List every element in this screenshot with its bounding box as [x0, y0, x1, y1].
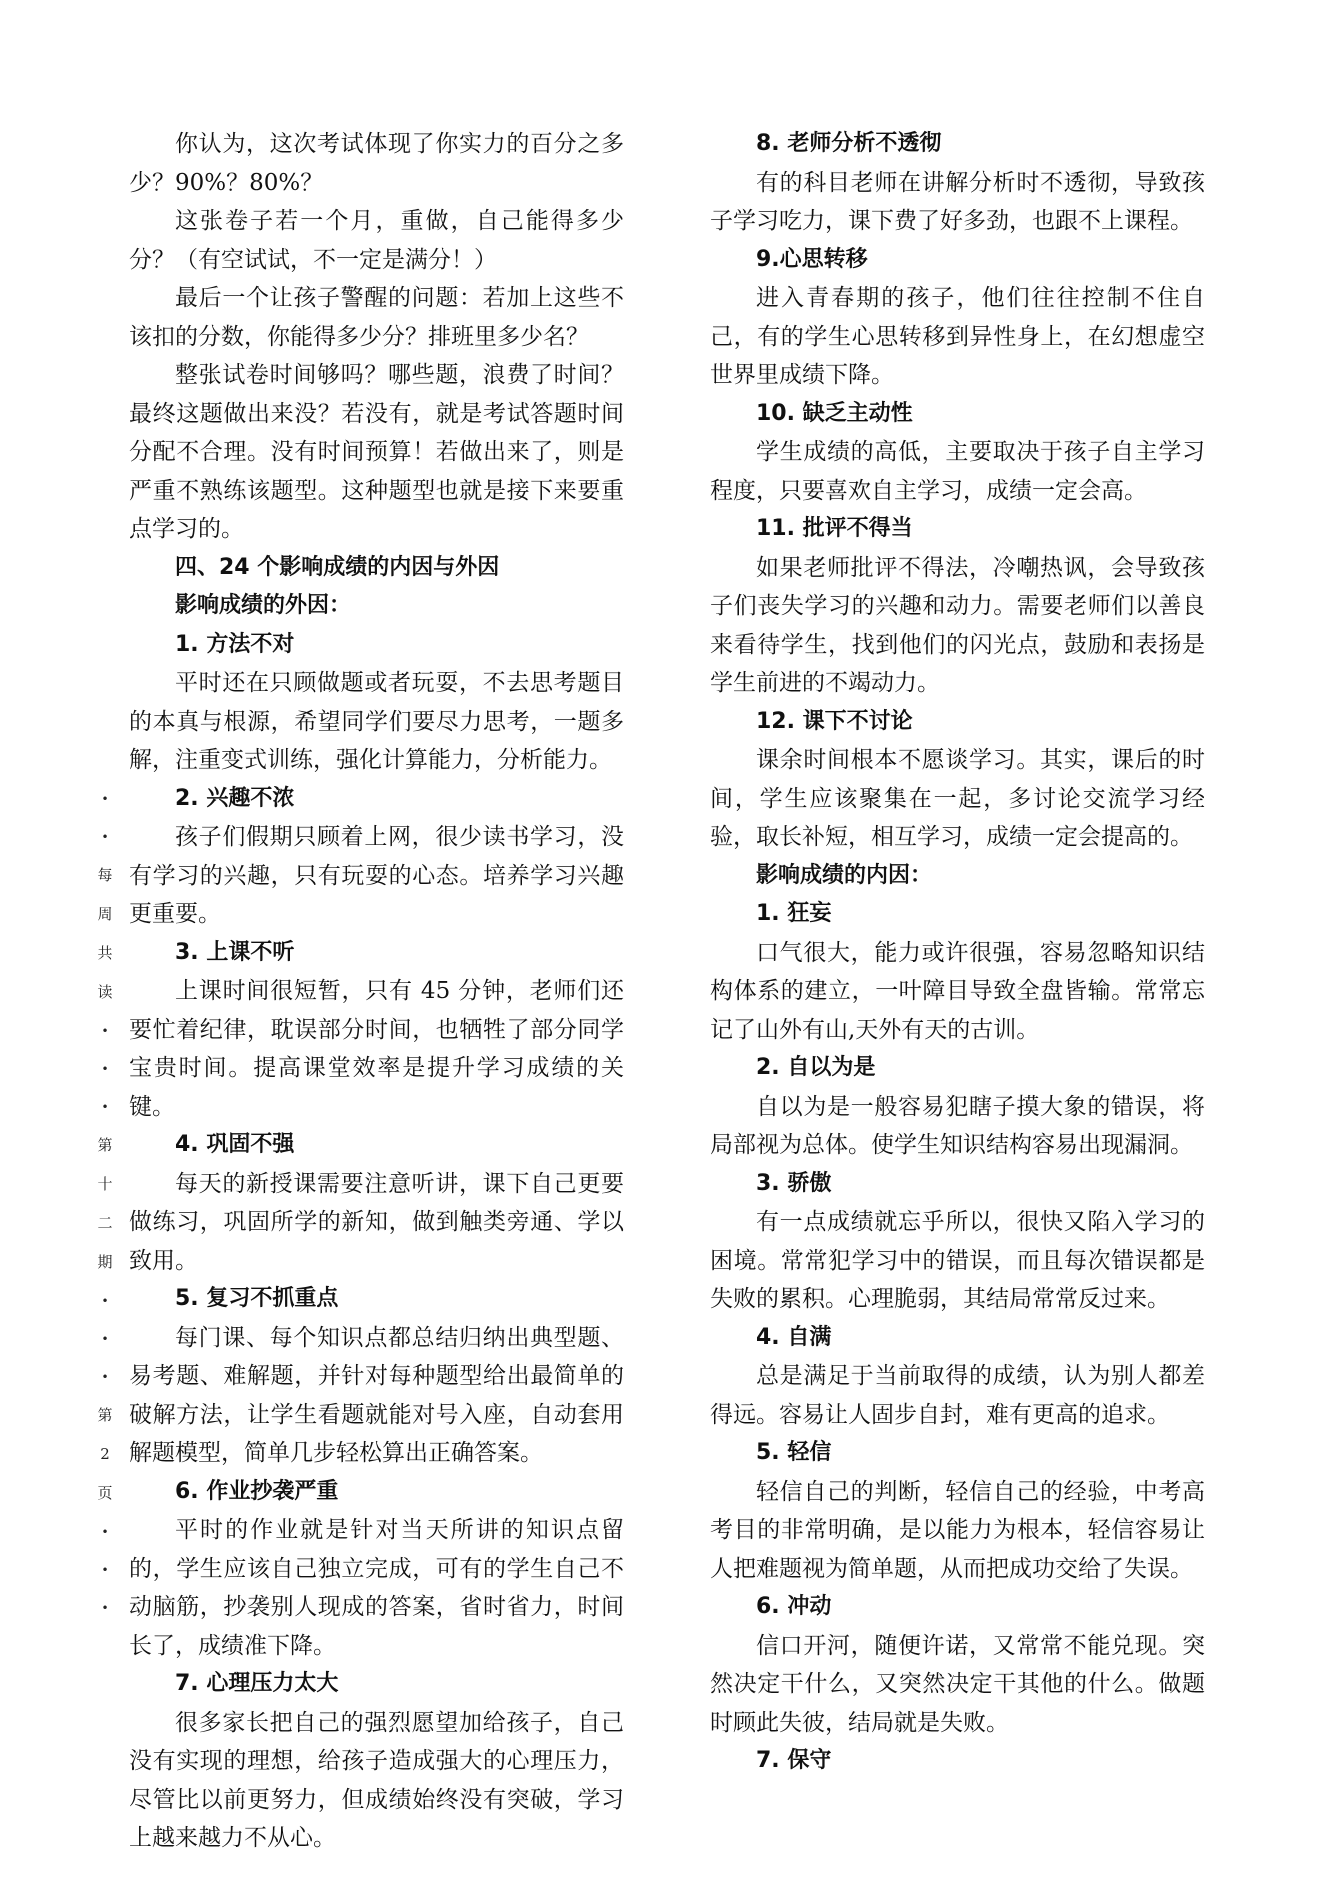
body-paragraph: 口气很大，能力或许很强，容易忽略知识结构体系的建立，一叶障目导致全盘皆输。常常忘记了山外有山,天外有天的古训。: [710, 939, 1205, 1043]
margin-dot: •: [101, 792, 109, 806]
body-paragraph: 信口开河，随便许诺，又常常不能兑现。突然决定干什么，又突然决定干其他的什么。做题时顾此失彼，结局就是失败。: [710, 1632, 1205, 1736]
section-heading: 5. 复习不抓重点: [175, 1286, 339, 1311]
section-heading: 11. 批评不得当: [756, 516, 913, 541]
body-paragraph: 平时的作业就是针对当天所讲的知识点留的，学生应该自己独立完成，可有的学生自己不动脑筋，抄袭别人现成的答案，省时省力，时间长了，成绩准下降。: [129, 1517, 624, 1659]
margin-dot: •: [101, 1601, 109, 1615]
margin-char: 周: [97, 905, 113, 923]
body-paragraph: 很多家长把自己的强烈愿望加给孩子，自己没有实现的理想，给孩子造成强大的心理压力，尽管比以前更努力，但成绩始终没有突破，学习上越来越力不从心。: [129, 1709, 624, 1851]
body-paragraph: 每门课、每个知识点都总结归纳出典型题、易考题、难解题，并针对每种题型给出最简单的破解方法，让学生看题就能对号入座，自动套用解题模型，简单几步轻松算出正确答案。: [129, 1324, 624, 1466]
section-heading: 7. 心理压力太大: [175, 1671, 339, 1696]
margin-dot: •: [101, 1563, 109, 1577]
body-paragraph: 平时还在只顾做题或者玩耍，不去思考题目的本真与根源，希望同学们要尽力思考，一题多解，注重变式训练，强化计算能力，分析能力。: [129, 670, 624, 773]
margin-dot: •: [101, 1370, 109, 1384]
body-paragraph: 最后一个让孩子警醒的问题：若加上这些不该扣的分数，你能得多少分？排班里多少名？: [129, 285, 624, 350]
section-heading: 2. 自以为是: [756, 1055, 876, 1080]
section-heading: 9.心思转移: [756, 246, 868, 272]
body-paragraph: 你认为，这次考试体现了你实力的百分之多少？90%？80%？: [129, 131, 624, 196]
section-heading: 1. 方法不对: [175, 631, 295, 657]
margin-dot: •: [101, 1100, 109, 1114]
section-heading: 7. 保守: [756, 1748, 832, 1773]
margin-issue-label: [94, 780, 116, 1627]
body-paragraph: 整张试卷时间够吗？哪些题，浪费了时间？最终这题做出来没？若没有，就是考试答题时间分配不合理。没有时间预算！若做出来了，则是严重不熟练该题型。这种题型也就是接下来要重点学习的。: [129, 362, 624, 542]
section-heading: 影响成绩的内因：: [756, 862, 933, 888]
body-paragraph: 课余时间根本不愿谈学习。其实，课后的时间，学生应该聚集在一起，多讨论交流学习经验，取长补短，相互学习，成绩一定会提高的。: [710, 747, 1205, 850]
margin-dot: •: [101, 1525, 109, 1539]
margin-dot: •: [101, 1024, 109, 1038]
section-heading: 影响成绩的外因：: [175, 593, 352, 618]
margin-char: 每: [97, 866, 113, 884]
margin-char: 二: [97, 1214, 113, 1232]
section-heading: 1. 狂妄: [756, 901, 832, 926]
body-paragraph: 总是满足于当前取得的成绩，认为别人都差得远。容易让人固步自封，难有更高的追求。: [710, 1363, 1205, 1428]
margin-dot: •: [101, 1294, 109, 1308]
body-paragraph: 上课时间很短暂，只有 45 分钟，老师们还要忙着纪律，耽误部分时间，也牺牲了部分同学宝贵时间。提高课堂效率是提升学习成绩的关键。: [129, 978, 624, 1120]
section-heading: 12. 课下不讨论: [756, 708, 913, 734]
body-paragraph: 这张卷子若一个月，重做，自己能得多少分？（有空试试，不一定是满分！）: [129, 208, 624, 273]
body-paragraph: 学生成绩的高低，主要取决于孩子自主学习程度，只要喜欢自主学习，成绩一定会高。: [710, 439, 1205, 504]
section-heading: 5. 轻信: [756, 1440, 832, 1465]
right-column: [710, 125, 1205, 1781]
section-heading: 四、24 个影响成绩的内因与外因: [175, 554, 500, 580]
section-heading: 4. 巩固不强: [175, 1132, 295, 1157]
margin-char: 十: [97, 1175, 113, 1193]
body-paragraph: 如果老师批评不得法，冷嘲热讽，会导致孩子们丧失学习的兴趣和动力。需要老师们以善良来看待学生，找到他们的闪光点，鼓励和表扬是学生前进的不竭动力。: [710, 554, 1205, 696]
section-heading: 6. 作业抄袭严重: [175, 1478, 339, 1504]
section-heading: 4. 自满: [756, 1324, 832, 1350]
margin-char: 第: [97, 1406, 113, 1424]
body-paragraph: 自以为是一般容易犯瞎子摸大象的错误，将局部视为总体。使学生知识结构容易出现漏洞。: [710, 1093, 1205, 1158]
left-column: [129, 125, 624, 1858]
section-heading: 3. 骄傲: [756, 1170, 832, 1196]
body-paragraph: 每天的新授课需要注意听讲，课下自己更要做练习，巩固所学的新知，做到触类旁通、学以致用。: [129, 1170, 624, 1274]
section-heading: 2. 兴趣不浓: [175, 785, 295, 811]
section-heading: 6. 冲动: [756, 1594, 832, 1619]
section-heading: 10. 缺乏主动性: [756, 400, 913, 426]
body-paragraph: 孩子们假期只顾着上网，很少读书学习，没有学习的兴趣，只有玩耍的心态。培养学习兴趣更重要。: [129, 824, 624, 927]
margin-char: 第: [97, 1136, 113, 1154]
body-paragraph: 有一点成绩就忘乎所以，很快又陷入学习的困境。常常犯学习中的错误，而且每次错误都是失败的累积。心理脆弱，其结局常常反过来。: [710, 1209, 1205, 1312]
section-heading: 8. 老师分析不透彻: [756, 131, 942, 156]
body-paragraph: 有的科目老师在讲解分析时不透彻，导致孩子学习吃力，课下费了好多劲，也跟不上课程。: [710, 169, 1205, 234]
margin-dot: •: [101, 1062, 109, 1076]
body-paragraph: 进入青春期的孩子，他们往往控制不住自己，有的学生心思转移到异性身上，在幻想虚空世界里成绩下降。: [710, 285, 1205, 388]
margin-char: 读: [97, 983, 113, 1001]
margin-char: 共: [97, 944, 113, 962]
margin-char: 2: [100, 1445, 110, 1463]
margin-dot: •: [101, 830, 109, 844]
margin-dot: •: [101, 1332, 109, 1346]
margin-char: 页: [97, 1484, 113, 1502]
margin-char: 期: [97, 1253, 113, 1271]
body-paragraph: 轻信自己的判断，轻信自己的经验，中考高考目的非常明确，是以能力为根本，轻信容易让人把难题视为简单题，从而把成功交给了失误。: [710, 1478, 1205, 1582]
section-heading: 3. 上课不听: [175, 939, 295, 965]
